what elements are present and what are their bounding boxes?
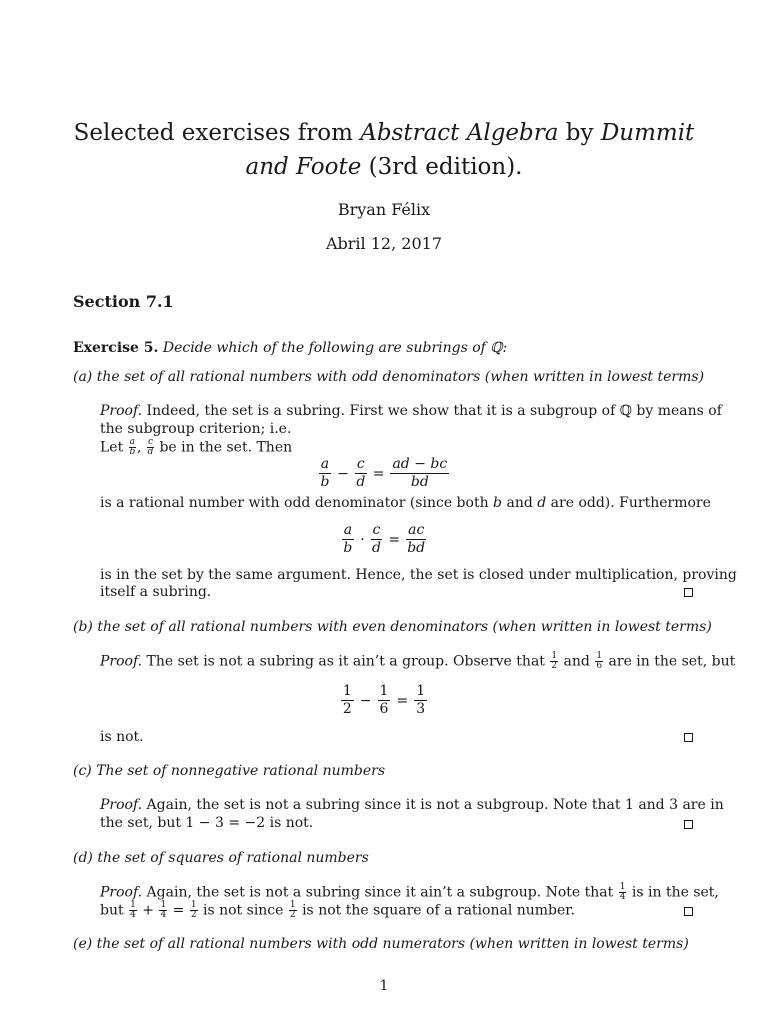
part-a-proof-line5: is in the set by the same argument. Hence, the set is closed under multiplication, proving <box>100 567 737 583</box>
part-b-label: (b) the set of all rational numbers with even denominators (when written in lowest terms) <box>73 619 712 635</box>
part-e-label: (e) the set of all rational numbers with odd numerators (when written in lowest terms) <box>73 936 689 952</box>
date: Abril 12, 2017 <box>325 234 442 253</box>
part-d-proof-line2: but $\frac{1}{4}$ + $\frac{1}{4}$ = $\frac{1}{2}$ is not since $\frac{1}{2}$ is not the square of a rational number. <box>100 900 575 920</box>
qed-square-icon <box>684 733 693 742</box>
part-c-proof-line2: the set, but 1 − 3 = −2 is not. <box>100 815 314 831</box>
part-a-proof-line4: is a rational number with odd denominator (since both b and d are odd). Furthermore <box>100 495 711 511</box>
part-c-proof-line1: Proof. Again, the set is not a subring since it is not a subgroup. Note that 1 and 3 are in <box>100 797 724 813</box>
part-a-proof-line1: Proof. Indeed, the set is a subring. First we show that it is a subgroup of ℚ by means of <box>100 403 722 419</box>
part-d-proof-line1: Proof. Again, the set is not a subring since it ain’t a subgroup. Note that $\frac{1}{4}$ is in the set, <box>100 882 719 902</box>
title-line-1: Selected exercises from Abstract Algebra by Dummit <box>73 120 695 146</box>
qed-square-icon <box>684 907 693 916</box>
page-number: 1 <box>379 978 389 994</box>
part-a-proof-line3: Let $\frac{a}{b}$ , $\frac{c}{d}$ be in the set. Then <box>100 437 293 457</box>
fraction-c-d: $\frac{c}{d}$ <box>147 437 154 457</box>
part-a-label: (a) the set of all rational numbers with odd denominators (when written in lowest terms) <box>73 369 705 385</box>
part-c-label: (c) The set of nonnegative rational numbers <box>73 763 386 779</box>
equation-half-minus-sixth: $\frac{1}{2}$ − $\frac{1}{6}$ = $\frac{1}{3}$ <box>342 683 426 717</box>
qed-square-icon <box>684 588 693 597</box>
title-line-2: and Foote (3rd edition). <box>245 154 523 180</box>
qed-square-icon <box>684 820 693 829</box>
exercise-heading: Exercise 5. Decide which of the following are subrings of ℚ: <box>73 340 508 356</box>
part-a-proof-line6: itself a subring. <box>100 584 212 600</box>
equation-difference: $\frac{a}{b}$ − $\frac{c}{d}$ = $\frac{ad - bc}{bd}$ <box>320 456 448 490</box>
part-b-proof-line1: Proof. The set is not a subring as it ain’t a group. Observe that $\frac{1}{2}$ and $\frac{1}{6}$ are in the set, but <box>100 651 736 671</box>
document-title <box>60 116 708 184</box>
part-a-proof-line2: the subgroup criterion; i.e. <box>100 421 292 437</box>
part-d-label: (d) the set of squares of rational numbers <box>73 850 369 866</box>
section-heading: Section 7.1 <box>73 292 174 311</box>
fraction-a-b: $\frac{a}{b}$ <box>129 437 136 457</box>
part-b-proof-line2: is not. <box>100 729 144 745</box>
equation-product: $\frac{a}{b}$ · $\frac{c}{d}$ = $\frac{ac}{bd}$ <box>343 522 426 556</box>
author: Bryan Félix <box>337 200 431 219</box>
